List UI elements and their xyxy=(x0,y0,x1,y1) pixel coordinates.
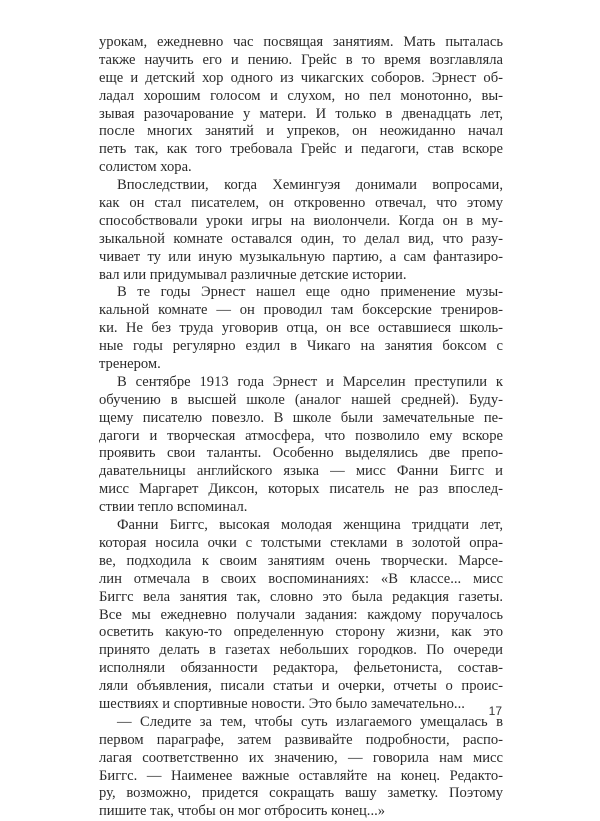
text-line: исполняли обязанности редактора, фельетониста, состав- xyxy=(99,660,503,677)
text-line: Впоследствии, когда Хемингуэя донимали вопросами, xyxy=(117,177,503,194)
text-line: кальной комнате — он проводил там боксерские трениров- xyxy=(99,302,503,319)
text-line: В сентябре 1913 года Эрнест и Марселин преступили к xyxy=(117,373,503,390)
text-line: способствовали уроки игры на виолончели. Когда он в му- xyxy=(99,212,503,229)
text-line: ные годы регулярно ездил в Чикаго на занятия боксом с xyxy=(99,338,503,355)
text-line: Биггс вела занятия так, словно это была редакция газеты. xyxy=(99,588,503,605)
text-line: ляли объявления, писали статьи и очерки, отчеты о проис- xyxy=(99,678,503,695)
text-line: петь так, как того требовала Грейс и педагоги, став вскоре xyxy=(99,141,503,158)
paragraph-5 xyxy=(99,517,503,714)
text-line: ладал хорошим голосом и слухом, но пел монотонно, вы- xyxy=(99,87,503,104)
text-line: также научить его и пению. Грейс в то время возглавляла xyxy=(99,51,503,68)
text-line: ки. Не без труда уговорив отца, он все оставшиеся школь- xyxy=(99,320,503,337)
text-line: тренером. xyxy=(99,356,161,373)
page-number: 17 xyxy=(488,704,502,718)
text-line: осветить какую-то определенную сторону жизни, как это xyxy=(99,624,503,641)
text-line: как он стал писателем, он откровенно отвечал, что этому xyxy=(99,195,503,212)
text-line: ру, возможно, придется сокращать вашу заметку. Поэтому xyxy=(99,785,503,802)
text-line: мисс Маргарет Диксон, которых писатель не раз впослед- xyxy=(99,481,503,498)
paragraph-1 xyxy=(99,34,503,177)
text-line: обучению в высшей школе (аналог нашей средней). Буду- xyxy=(99,391,503,408)
paragraph-2 xyxy=(99,177,503,284)
text-line: лагая соответственно их значению, — говорила нам мисс xyxy=(99,749,503,766)
text-line: Все мы ежедневно получали задания: каждому поручалось xyxy=(99,606,503,623)
text-line: — Следите за тем, чтобы суть излагаемого умещалась в xyxy=(117,713,503,730)
text-line: щему писателю повезло. В школе были замечательные пе- xyxy=(99,409,503,426)
text-line: которая носила очки с толстыми стеклами в золотой опра- xyxy=(99,534,503,551)
book-page-text xyxy=(99,34,503,821)
text-line: первом параграфе, затем развивайте подробности, распо- xyxy=(99,731,503,748)
text-line: еще и детский хор одного из чикагских соборов. Эрнест об- xyxy=(99,69,503,86)
text-line: шествиях и спортивные новости. Это было замечательно... xyxy=(99,695,465,712)
text-line: проявить свои таланты. Особенно выделялись две препо- xyxy=(99,445,503,462)
text-line: Биггс. — Наименее важные оставляйте на конец. Редакто- xyxy=(99,767,503,784)
text-line: чивает ту или иную музыкальную партию, а сам фантазиро- xyxy=(99,248,503,265)
text-line: вал или придумывал различные детские истории. xyxy=(99,266,407,283)
text-line: давательницы английского языка — мисс Фанни Биггс и xyxy=(99,463,503,480)
text-line: дагоги и творческая атмосфера, что позволило ему вскоре xyxy=(99,427,503,444)
text-line: принято делать в газетах небольших городков. По очереди xyxy=(99,642,503,659)
text-line: зыкальной комнате оставался один, то делал вид, что разу- xyxy=(99,230,503,247)
text-line: пишите так, чтобы он мог отбросить конец...» xyxy=(99,803,386,820)
text-line: зывая разочарование у матери. И только в двенадцать лет, xyxy=(99,105,503,122)
paragraph-3 xyxy=(99,284,503,373)
text-line: Фанни Биггс, высокая молодая женщина тридцати лет, xyxy=(117,517,503,534)
text-line: солистом хора. xyxy=(99,159,192,176)
text-line: урокам, ежедневно час посвящая занятиям. Мать пыталась xyxy=(99,34,503,50)
text-line: ствии тепло вспоминал. xyxy=(99,499,248,516)
text-line: В те годы Эрнест нашел еще одно применение музы- xyxy=(117,284,503,301)
text-line: лин отмечала в своих воспоминаниях: «В классе... мисс xyxy=(99,570,503,587)
paragraph-6 xyxy=(99,714,503,821)
text-line: после многих занятий и упреков, он неожиданно начал xyxy=(99,123,503,140)
text-line: ве, подходила к своим занятиям очень творчески. Марсе- xyxy=(99,552,503,569)
paragraph-4 xyxy=(99,374,503,517)
